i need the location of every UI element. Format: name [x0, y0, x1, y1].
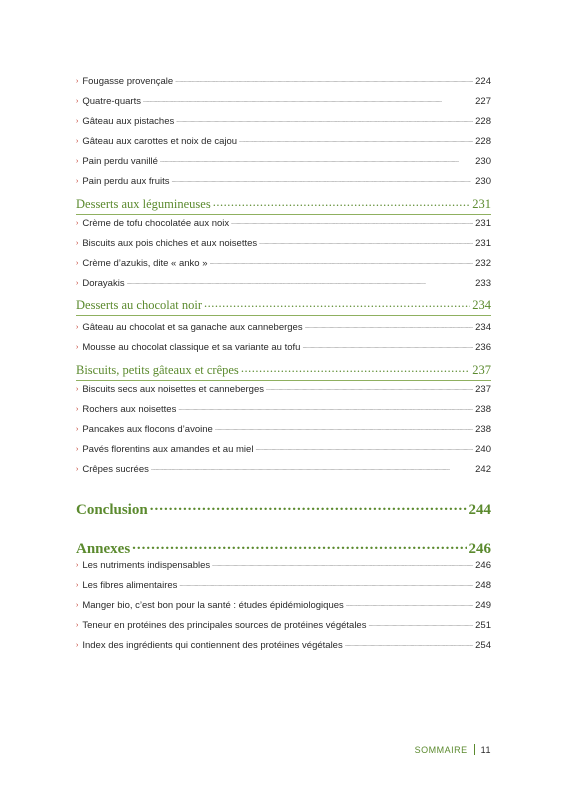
dot-leader: [266, 384, 473, 392]
dot-leader: [255, 444, 473, 452]
toc-entry-title: Fougasse provençale: [82, 76, 174, 87]
toc-entry-page: 254: [475, 640, 491, 651]
toc-entry-title: Teneur en protéines des principales sources de protéines végétales: [82, 620, 367, 631]
toc-section-heading[interactable]: [76, 363, 491, 381]
footer-page-number: 11: [480, 744, 491, 755]
toc-entry-title: Pain perdu vanillé: [82, 156, 158, 167]
toc-entry-page: 231: [475, 238, 491, 249]
toc-entry[interactable]: [76, 258, 491, 269]
dot-leader: [171, 176, 473, 184]
dot-leader: [210, 258, 474, 266]
bullet-icon: ›: [76, 220, 79, 227]
toc-entry-title: Quatre-quarts: [82, 96, 141, 107]
dot-leader: [127, 278, 474, 286]
toc-entry-title: Annexes: [76, 541, 131, 557]
toc-entry-title: Desserts au chocolat noir: [76, 298, 203, 312]
footer-separator: [474, 744, 475, 755]
toc-entry-page: 234: [472, 298, 491, 312]
bullet-icon: ›: [76, 138, 79, 145]
toc-entry-title: Biscuits, petits gâteaux et crêpes: [76, 363, 239, 377]
toc-entry-title: Biscuits aux pois chiches et aux noisettes: [82, 238, 258, 249]
toc-entry[interactable]: [76, 218, 491, 229]
toc-entry-title: Pancakes aux flocons d’avoine: [82, 424, 213, 435]
dot-leader: [213, 197, 471, 208]
toc-entry-title: Rochers aux noisettes: [82, 404, 177, 415]
toc-entry-page: 244: [468, 502, 491, 518]
toc-entry-page: 234: [475, 322, 491, 333]
dot-leader: [239, 136, 473, 144]
bullet-icon: ›: [76, 466, 79, 473]
toc-entry-page: 248: [475, 580, 491, 591]
toc-entry[interactable]: [76, 322, 491, 333]
dot-leader: [151, 464, 473, 472]
bullet-icon: ›: [76, 602, 79, 609]
dot-leader: [179, 580, 473, 588]
toc-entry-page: 249: [475, 600, 491, 611]
dot-leader: [305, 322, 474, 330]
footer-label: SOMMAIRE: [414, 744, 468, 755]
toc-entry-title: Les fibres alimentaires: [82, 580, 178, 591]
bullet-icon: ›: [76, 622, 79, 629]
toc-entry-page: 231: [475, 218, 491, 229]
toc-entry[interactable]: [76, 444, 491, 455]
toc-entry-page: 228: [475, 136, 491, 147]
toc-entry-title: Desserts aux légumineuses: [76, 197, 211, 211]
toc-entry[interactable]: [76, 96, 491, 107]
toc-entry-page: 231: [472, 197, 491, 211]
toc-entry-page: 227: [475, 96, 491, 107]
bullet-icon: ›: [76, 446, 79, 453]
toc-chapter-heading[interactable]: [76, 501, 491, 518]
bullet-icon: ›: [76, 280, 79, 287]
toc-entry-page: 230: [475, 156, 491, 167]
bullet-icon: ›: [76, 118, 79, 125]
toc-entry[interactable]: [76, 384, 491, 395]
dot-leader: [302, 342, 473, 350]
dot-leader: [259, 238, 473, 246]
toc-entry-page: 237: [472, 363, 491, 377]
toc-entry-title: Pain perdu aux fruits: [82, 176, 170, 187]
dot-leader: [204, 298, 470, 309]
toc-entry-page: 246: [468, 541, 491, 557]
bullet-icon: ›: [76, 426, 79, 433]
toc-entry-title: Crème de tofu chocolatée aux noix: [82, 218, 230, 229]
toc-entry[interactable]: [76, 640, 491, 651]
bullet-icon: ›: [76, 260, 79, 267]
bullet-icon: ›: [76, 386, 79, 393]
toc-entry-title: Gâteau aux pistaches: [82, 116, 175, 127]
bullet-icon: ›: [76, 406, 79, 413]
toc-entry-title: Pavés florentins aux amandes et au miel: [82, 444, 254, 455]
toc-entry-page: 230: [475, 176, 491, 187]
toc-entry-title: Mousse au chocolat classique et sa variante au tofu: [82, 342, 301, 353]
toc-entry-page: 233: [475, 278, 491, 289]
toc-entry-title: Biscuits secs aux noisettes et canneberges: [82, 384, 264, 395]
dot-leader: [346, 600, 473, 608]
bullet-icon: ›: [76, 582, 79, 589]
dot-leader: [212, 560, 473, 568]
toc-entry-page: 237: [475, 384, 491, 395]
dot-leader: [345, 640, 473, 648]
toc-entry-title: Gâteau aux carottes et noix de cajou: [82, 136, 238, 147]
toc-entry[interactable]: [76, 76, 491, 87]
toc-entry-page: 238: [475, 424, 491, 435]
toc-entry-title: Index des ingrédients qui contiennent des protéines végétales: [82, 640, 343, 651]
toc-entry[interactable]: [76, 560, 491, 571]
dot-leader: [368, 620, 473, 628]
bullet-icon: ›: [76, 178, 79, 185]
toc-entry[interactable]: [76, 404, 491, 415]
toc-entry-page: 251: [475, 620, 491, 631]
bullet-icon: ›: [76, 158, 79, 165]
toc-entry[interactable]: [76, 342, 491, 353]
toc-entry[interactable]: [76, 238, 491, 249]
toc-entry-page: 246: [475, 560, 491, 571]
dot-leader: [175, 76, 473, 84]
toc-entry[interactable]: [76, 278, 491, 289]
toc-entry-title: Les nutriments indispensables: [82, 560, 211, 571]
dot-leader: [231, 218, 473, 226]
toc-entry[interactable]: [76, 116, 491, 127]
dot-leader: [241, 363, 470, 374]
bullet-icon: ›: [76, 240, 79, 247]
toc-entry[interactable]: [76, 600, 491, 611]
dot-leader: [132, 540, 466, 553]
toc-entry-page: 236: [475, 342, 491, 353]
bullet-icon: ›: [76, 324, 79, 331]
dot-leader: [215, 424, 473, 432]
dot-leader: [176, 116, 473, 124]
toc-entry-page: 238: [475, 404, 491, 415]
toc-entry-page: 232: [475, 258, 491, 269]
bullet-icon: ›: [76, 98, 79, 105]
toc-entry[interactable]: [76, 580, 491, 591]
dot-leader: [143, 96, 473, 104]
toc-chapter-heading[interactable]: [76, 540, 491, 557]
dot-leader: [178, 404, 473, 412]
dot-leader: [150, 501, 467, 514]
toc-entry-page: 228: [475, 116, 491, 127]
toc-section-heading[interactable]: [76, 298, 491, 316]
toc-entry[interactable]: [76, 156, 491, 167]
toc-entry[interactable]: [76, 176, 491, 187]
toc-entry-page: 242: [475, 464, 491, 475]
toc-entry[interactable]: [76, 424, 491, 435]
dot-leader: [160, 156, 473, 164]
toc-section-heading[interactable]: [76, 197, 491, 215]
toc-entry-title: Manger bio, c’est bon pour la santé : études épidémiologiques: [82, 600, 344, 611]
bullet-icon: ›: [76, 562, 79, 569]
toc-entry-title: Gâteau au chocolat et sa ganache aux canneberges: [82, 322, 303, 333]
toc-entry[interactable]: [76, 464, 491, 475]
toc-entry-page: 240: [475, 444, 491, 455]
toc-entry-title: Dorayakis: [82, 278, 125, 289]
toc-entry-title: Crème d’azukis, dite « anko »: [82, 258, 208, 269]
page-footer: [415, 744, 491, 755]
toc-entry-page: 224: [475, 76, 491, 87]
toc-entry[interactable]: [76, 620, 491, 631]
bullet-icon: ›: [76, 642, 79, 649]
bullet-icon: ›: [76, 344, 79, 351]
bullet-icon: ›: [76, 78, 79, 85]
toc-entry[interactable]: [76, 136, 491, 147]
toc-entry-title: Crêpes sucrées: [82, 464, 149, 475]
toc-entry-title: Conclusion: [76, 502, 148, 518]
